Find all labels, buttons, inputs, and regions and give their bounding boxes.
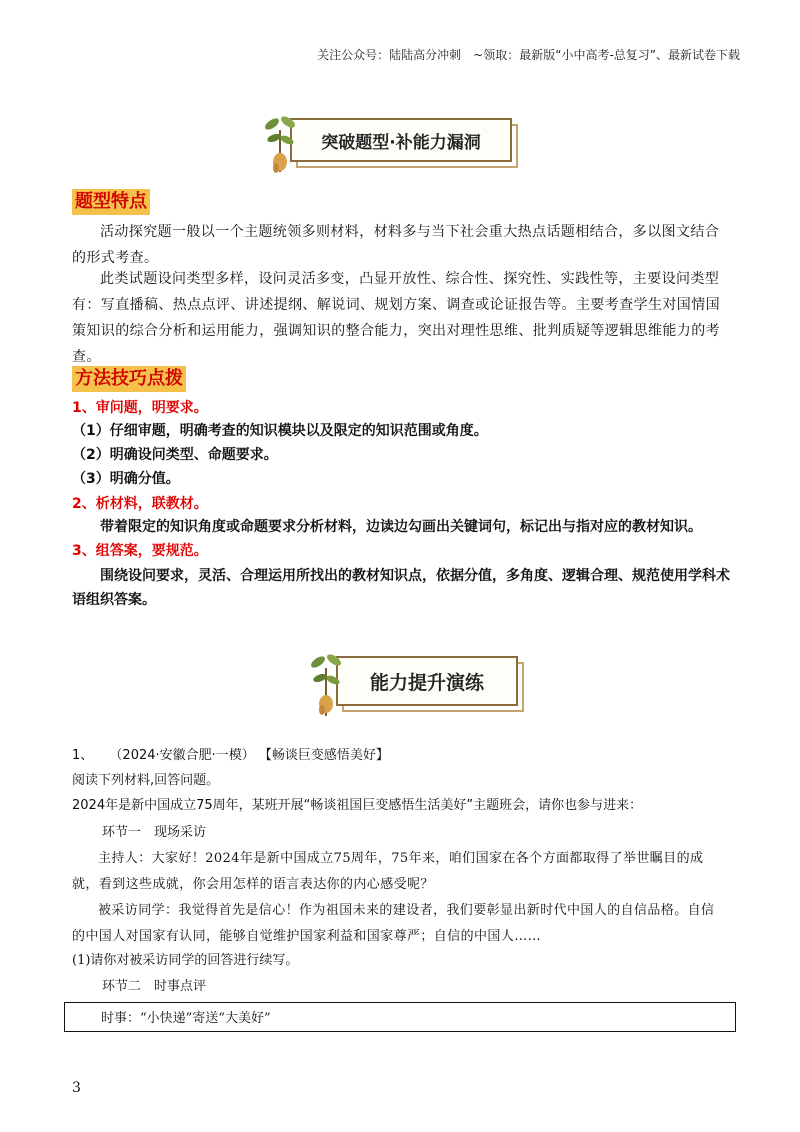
method-item-2: （2）明确设问类型、命题要求。 [72,447,278,463]
plant-decoration-icon [260,110,300,174]
method-text-3: 围绕设问要求，灵活、合理运用所找出的教材知识点，依据分值，多角度、逻辑合理、规范使用学科术语组织答案。 [72,568,730,608]
host-speech: 主持人：大家好！2024年是新中国成立75周年，75年来，咱们国家在各个方面都取得了举世瞩目的成就，看到这些成就，你会用怎样的语言表达你的内心感受呢？ [72,851,704,892]
header-note: 关注公众号：陆陆高分冲刺 ~领取：最新版“小中高考-总复习”、最新试卷下载 [317,48,740,62]
page-number: 3 [72,1080,81,1096]
sub-question-1: (1)请你对被采访同学的回答进行续写。 [72,953,299,968]
section-title-features: 题型特点 [72,189,150,215]
banner-practice [322,656,518,706]
question-intro: 2024年是新中国成立75周年，某班开展“畅谈祖国巨变感悟生活美好”主题班会，请你也参与进来： [72,798,643,813]
question-topic: 【畅谈巨变感悟美好】 [258,748,389,763]
current-event-text: 时事：“小快递”寄送“大美好” [101,1011,271,1026]
student-answer: 被采访同学：我觉得首先是信心！作为祖国未来的建设者，我们要彰显出新时代中国人的自信品格。自信的中国人对国家有认同，能够自觉维护国家利益和国家尊严；自信的中国人…… [72,903,715,944]
method-heading-3: 3、组答案，要规范。 [72,543,208,559]
section-title-methods: 方法技巧点拨 [72,366,186,392]
question-header [72,745,732,767]
question-source: （2024·安徽合肥·一模） [109,748,255,763]
method-item-3: （3）明确分值。 [72,471,180,487]
current-event-box [64,1002,736,1032]
method-heading-1: 1、审问题，明要求。 [72,400,208,416]
method-heading-2: 2、析材料，联教材。 [72,496,208,512]
plant-decoration-icon [306,648,346,718]
segment-two-title: 环节二 时事点评 [102,979,207,994]
method-item-1: （1）仔细审题，明确考查的知识模块以及限定的知识范围或角度。 [72,423,488,439]
features-paragraph-1: 活动探究题一般以一个主题统领多则材料，材料多与当下社会重大热点话题相结合，多以图文结合的形式考查。 [72,224,720,266]
segment-one-title: 环节一 现场采访 [102,825,207,840]
features-paragraph-2: 此类试题设问类型多样，设问灵活多变，凸显开放性、综合性、探究性、实践性等，主要设问类型有：写直播稿、热点点评、讲述提纲、解说词、规划方案、调查或论证报告等。主要考查学生对国情国策知识的综合分析和运用能力，强调知识的整合能力，突出对理性思维、批判质疑等逻辑思维能力的考查。 [72,271,720,365]
question-number: 1、 [72,748,94,763]
banner-title: 能力提升演练 [369,671,484,694]
question-instruction: 阅读下列材料,回答问题。 [72,773,220,788]
method-text-2: 带着限定的知识角度或命题要求分析材料，边读边勾画出关键词句，标记出与指对应的教材知识。 [100,519,702,535]
banner-title: 突破题型·补能力漏洞 [321,132,481,153]
banner-breakthrough [276,118,512,162]
